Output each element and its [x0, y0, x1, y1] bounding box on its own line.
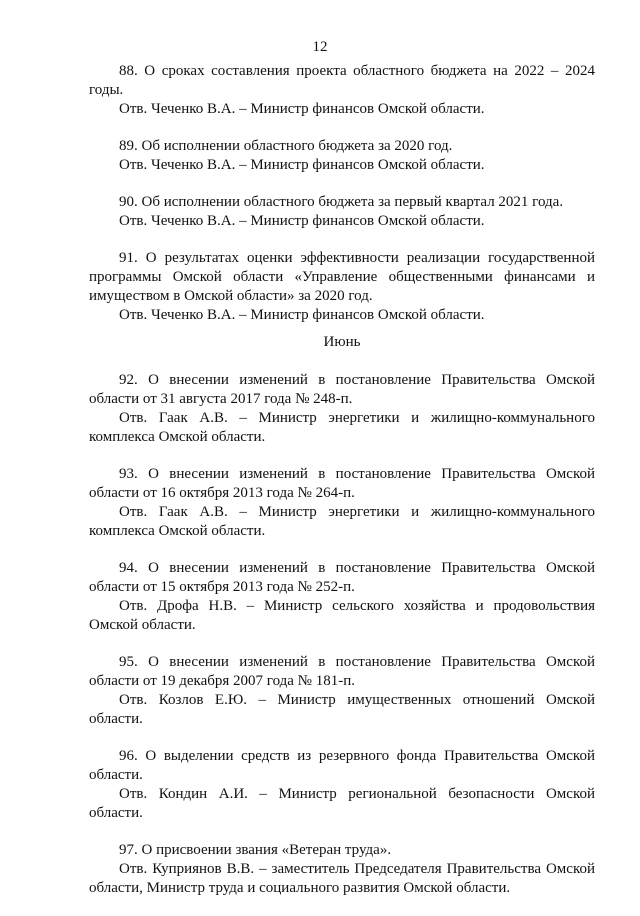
- agenda-item-responsible: Отв. Кондин А.И. – Министр региональной безопасности Омской области.: [89, 786, 595, 821]
- agenda-item-text: 97. О присвоении звания «Ветеран труда».: [119, 842, 392, 858]
- agenda-item-text: 95. О внесении изменений в постановление Правительства Омской области от 19 декабря 2007 года № 181-п.: [89, 654, 595, 689]
- agenda-item: [89, 193, 595, 231]
- agenda-item: [89, 559, 595, 635]
- agenda-item-responsible: Отв. Куприянов В.В. – заместитель Председателя Правительства Омской области, Министр труда и социального развития Омской области.: [89, 861, 595, 896]
- agenda-item: [89, 653, 595, 729]
- page-number: 12: [312, 39, 328, 55]
- agenda-item-text: 93. О внесении изменений в постановление Правительства Омской области от 16 октября 2013 года № 264-п.: [89, 466, 595, 501]
- agenda-item-text: 88. О сроках составления проекта областного бюджета на 2022 – 2024 годы.: [89, 63, 595, 98]
- agenda-item-responsible: Отв. Гаак А.В. – Министр энергетики и жилищно-коммунального комплекса Омской области.: [89, 504, 595, 539]
- agenda-item-responsible: Отв. Гаак А.В. – Министр энергетики и жилищно-коммунального комплекса Омской области.: [89, 410, 595, 445]
- agenda-item-text: 96. О выделении средств из резервного фонда Правительства Омской области.: [89, 748, 595, 783]
- agenda-item-responsible: Отв. Чеченко В.А. – Министр финансов Омской области.: [119, 101, 485, 117]
- agenda-item: [89, 841, 595, 898]
- agenda-item-text: 91. О результатах оценки эффективности реализации государственной программы Омской области «Управление общественными финансами и имуществом в Омской области» за 2020 год.: [89, 250, 595, 304]
- agenda-item-text: 90. Об исполнении областного бюджета за первый квартал 2021 года.: [119, 194, 564, 210]
- agenda-item-text: 94. О внесении изменений в постановление Правительства Омской области от 15 октября 2013 года № 252-п.: [89, 560, 595, 595]
- agenda-item: [89, 465, 595, 541]
- agenda-item: [89, 747, 595, 823]
- content-column: [89, 62, 595, 916]
- month-heading: Июнь: [323, 334, 361, 350]
- agenda-item-text: 92. О внесении изменений в постановление Правительства Омской области от 31 августа 2017 года № 248-п.: [89, 372, 595, 407]
- agenda-item: [89, 137, 595, 175]
- agenda-item-responsible: Отв. Дрофа Н.В. – Министр сельского хозяйства и продовольствия Омской области.: [89, 598, 595, 633]
- agenda-item: [89, 249, 595, 325]
- agenda-item-responsible: Отв. Чеченко В.А. – Министр финансов Омской области.: [119, 157, 485, 173]
- agenda-item-responsible: Отв. Чеченко В.А. – Министр финансов Омской области.: [119, 213, 485, 229]
- agenda-item-responsible: Отв. Чеченко В.А. – Министр финансов Омской области.: [119, 307, 485, 323]
- agenda-item: [89, 371, 595, 447]
- agenda-item-responsible: Отв. Козлов Е.Ю. – Министр имущественных отношений Омской области.: [89, 692, 595, 727]
- agenda-item-text: 89. Об исполнении областного бюджета за 2020 год.: [119, 138, 453, 154]
- agenda-item: [89, 62, 595, 119]
